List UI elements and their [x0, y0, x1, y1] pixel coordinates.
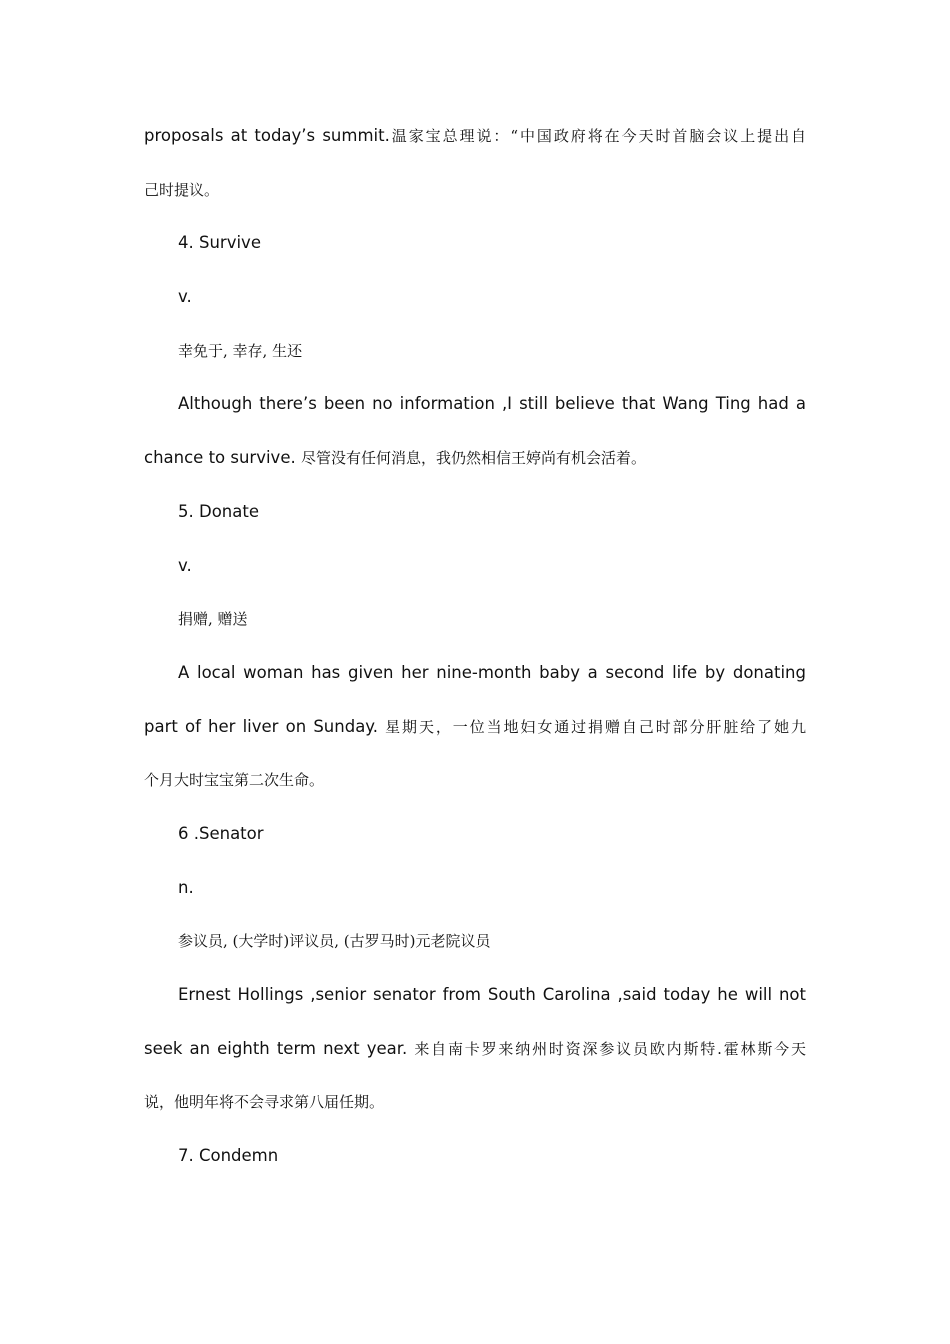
text-line	[144, 109, 806, 163]
english-text: part of her liver on Sunday.	[144, 716, 386, 736]
definition	[144, 592, 806, 646]
example-sentence	[144, 1022, 806, 1076]
text-line	[144, 163, 806, 217]
part-of-speech	[144, 861, 806, 915]
english-text: Although there’s been no information ,I still believe that Wang Ting had a	[178, 394, 806, 414]
chinese-text: 星期天，一位当地妇女通过捐赠自己时部分肝脏给了她九	[385, 717, 806, 736]
example-sentence	[144, 431, 806, 485]
part-of-speech	[144, 539, 806, 593]
english-text: Ernest Hollings ,senior senator from South Carolina ,said today he will not	[178, 985, 806, 1004]
part-of-speech	[144, 270, 806, 324]
chinese-text: 尽管没有任何消息，我仍然相信王婷尚有机会活着。	[300, 449, 646, 468]
text-line	[144, 1075, 806, 1129]
part-of-speech-text: v.	[178, 287, 192, 307]
example-sentence	[144, 377, 806, 431]
vocab-word: 4. Survive	[178, 233, 261, 253]
chinese-definition: 幸免于, 幸存, 生还	[178, 341, 303, 360]
chinese-text: 己时提议。	[144, 180, 220, 199]
vocab-heading	[144, 807, 806, 861]
english-text: seek an eighth term next year.	[144, 1038, 415, 1058]
definition	[144, 914, 806, 968]
vocab-heading	[144, 216, 806, 270]
vocab-word: 5. Donate	[178, 501, 259, 521]
chinese-text: 说，他明年将不会寻求第八届任期。	[144, 1093, 385, 1112]
definition	[144, 324, 806, 378]
vocab-heading	[144, 1129, 806, 1183]
document-body	[144, 109, 806, 1183]
english-text: chance to survive.	[144, 448, 301, 468]
example-sentence	[144, 646, 806, 700]
chinese-definition: 捐赠, 赠送	[178, 610, 248, 629]
english-text: proposals at today’s summit.	[144, 126, 390, 145]
chinese-definition: 参议员, (大学时)评议员, (古罗马时)元老院议员	[178, 932, 491, 951]
example-sentence	[144, 700, 806, 754]
vocab-word: 7. Condemn	[178, 1146, 279, 1166]
vocab-word: 6 .Senator	[178, 823, 264, 843]
chinese-text: 温家宝总理说：“中国政府将在今天时首脑会议上提出自	[389, 127, 806, 145]
text-line	[144, 753, 806, 807]
chinese-text: 来自南卡罗来纳州时资深参议员欧内斯特.霍林斯今天	[414, 1039, 806, 1058]
example-sentence	[144, 968, 806, 1022]
vocab-heading	[144, 485, 806, 539]
part-of-speech-text: v.	[178, 555, 192, 575]
english-text: A local woman has given her nine-month baby a second life by donating	[178, 662, 806, 682]
chinese-text: 个月大时宝宝第二次生命。	[144, 771, 325, 790]
part-of-speech-text: n.	[178, 877, 194, 897]
